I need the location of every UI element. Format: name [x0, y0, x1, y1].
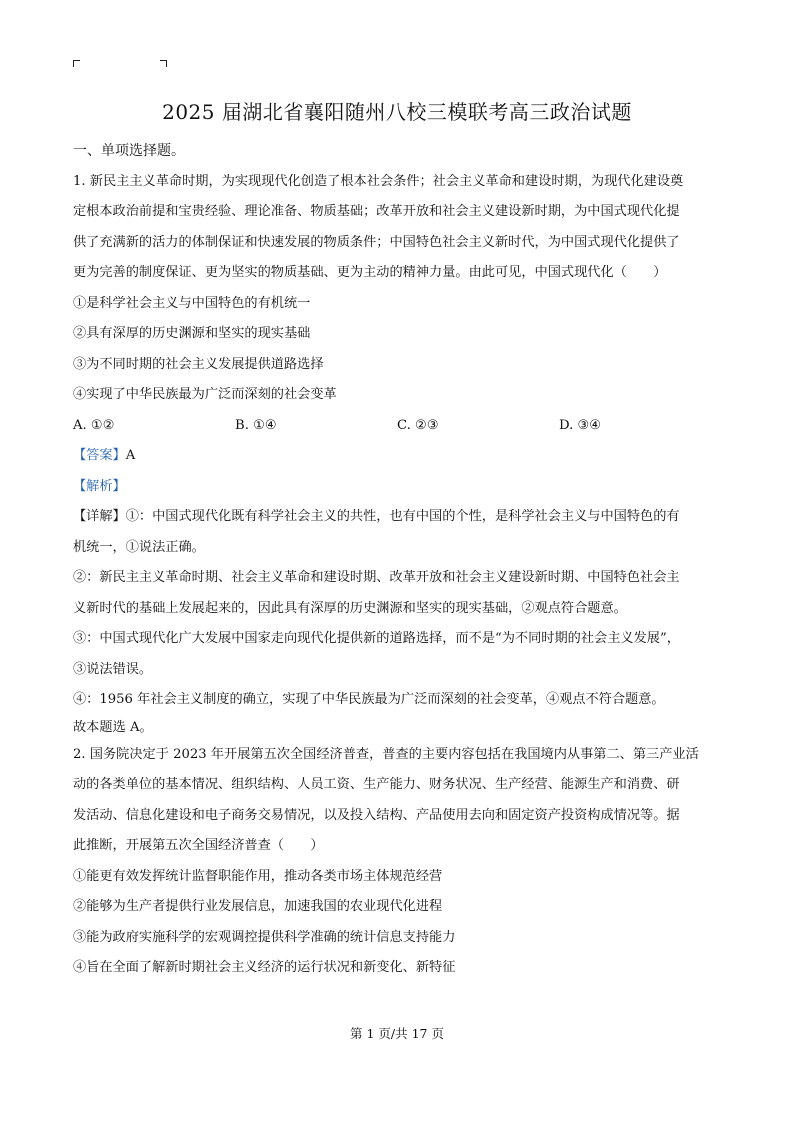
page-footer: 第 1 页/共 17 页 — [350, 1026, 444, 1041]
q1-analysis — [73, 472, 721, 503]
q1-detail-line: 故本题选 A。 — [73, 719, 153, 735]
q1-stem-line: 1. 新民主主义革命时期，为实现现代化创造了根本社会条件；社会主义革命和建设时期，为现代化建设奠 — [73, 173, 684, 189]
q1-option-c: C. ②③ — [397, 417, 439, 433]
detail-text: ①：中国式现代化既有科学社会主义的共性，也有中国的个性，是科学社会主义与中国特色的有 — [125, 509, 680, 524]
q2-statement: ③能为政府实施科学的宏观调控提供科学准确的统计信息支持能力 — [73, 929, 456, 945]
corner-mark-left — [73, 60, 80, 67]
q1-options — [73, 411, 721, 442]
answer-value: A — [125, 448, 136, 463]
q1-detail-line — [73, 502, 721, 533]
question-1 — [73, 167, 721, 740]
question-2 — [73, 740, 721, 984]
section-heading: 一、单项选择题。 — [73, 143, 185, 159]
page-title: 2025 届湖北省襄阳随州八校三模联考高三政治试题 — [162, 100, 632, 124]
q2-statement: ②能够为生产者提供行业发展信息，加速我国的农业现代化进程 — [73, 899, 443, 914]
detail-tag: 【详解】 — [73, 509, 126, 524]
q2-statement: ④旨在全面了解新时期社会主义经济的运行状况和新变化、新特征 — [73, 960, 456, 975]
q1-detail-line: ④：1956 年社会主义制度的确立，实现了中华民族最为广泛而深刻的社会变革，④观点不符合题意。 — [73, 692, 665, 707]
q1-option-d: D. ③④ — [559, 417, 602, 433]
q1-stem-line: 定根本政治前提和宝贵经验、理论准备、物质基础；改革开放和社会主义建设新时期，为中国式现代化提 — [73, 204, 680, 219]
q1-stem-line: 供了充满新的活力的体制保证和快速发展的物质条件；中国特色社会主义新时代，为中国式现代化提供了 — [73, 234, 680, 250]
q2-statement: ①能更有效发挥统计监督职能作用，推动各类市场主体规范经营 — [73, 868, 443, 884]
q1-statement: ①是科学社会主义与中国特色的有机统一 — [73, 295, 311, 311]
document-body — [73, 136, 721, 984]
q1-statement: ④实现了中华民族最为广泛而深刻的社会变革 — [73, 387, 337, 402]
q1-statement: ②具有深厚的历史渊源和坚实的现实基础 — [73, 326, 311, 341]
q2-stem-line: 此推断，开展第五次全国经济普查（ ） — [73, 838, 324, 853]
q1-option-b: B. ①④ — [235, 417, 277, 433]
q1-stem-line: 更为完善的制度保证、更为坚实的物质基础、更为主动的精神力量。由此可见，中国式现代化（ ） — [73, 265, 667, 280]
answer-tag: 【答案】 — [73, 448, 126, 463]
analysis-tag: 【解析】 — [73, 478, 126, 494]
q1-option-a: A. ①② — [73, 417, 115, 433]
q2-stem-line: 发活动、信息化建设和电子商务交易情况，以及投入结构、产品使用去向和固定资产投资构成情况等。据 — [73, 807, 680, 823]
q2-stem-line: 动的各类单位的基本情况、组织结构、人员工资、生产能力、财务状况、生产经营、能源生产和消费、研 — [73, 777, 680, 792]
q1-detail-line: ②：新民主主义革命时期、社会主义革命和建设时期、改革开放和社会主义建设新时期、中国特色社会主 — [73, 570, 680, 585]
q1-statement: ③为不同时期的社会主义发展提供道路选择 — [73, 356, 324, 372]
q1-detail-line: ③：中国式现代化广大发展中国家走向现代化提供新的道路选择，而不是“为不同时期的社会主义发展”， — [73, 631, 680, 646]
corner-mark-right — [160, 60, 167, 67]
q1-detail-line: 机统一，①说法正确。 — [73, 539, 205, 555]
q1-detail-line: 义新时代的基础上发展起来的，因此具有深厚的历史渊源和坚实的现实基础，②观点符合题意。 — [73, 600, 627, 616]
q1-detail-line: ③说法错误。 — [73, 661, 153, 677]
q1-answer — [73, 441, 721, 472]
q2-stem-line: 2. 国务院决定于 2023 年开展第五次全国经济普查，普查的主要内容包括在我国境内从事第二、第三产业活 — [73, 746, 699, 762]
